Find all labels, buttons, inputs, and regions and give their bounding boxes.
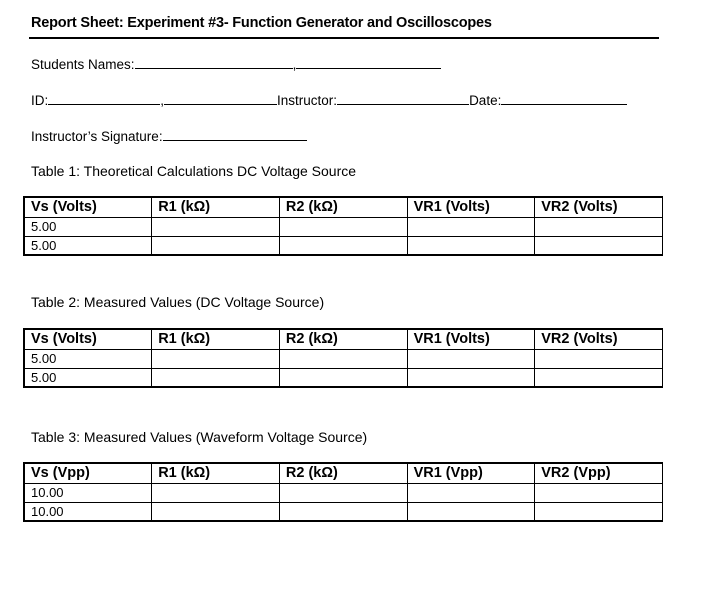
table-row [24,236,663,255]
cell-vr2[interactable] [535,502,663,521]
report-title: Report Sheet: Experiment #3- Function Generator and Oscilloscopes [31,15,492,31]
table-row [24,502,663,521]
cell-r1[interactable] [152,217,280,236]
student-name-1-blank[interactable] [135,55,293,69]
header-vr2: VR2 (Volts) [535,197,663,217]
cell-vr1[interactable] [407,236,535,255]
id-label: ID: [31,93,49,108]
header-r1: R1 (kΩ) [152,329,280,349]
students-names-row [31,55,441,72]
table-row [24,349,663,368]
id-separator: , [160,93,165,108]
cell-vr1[interactable] [407,502,535,521]
cell-vr1[interactable] [407,483,535,502]
header-vr2: VR2 (Vpp) [535,463,663,483]
cell-vr2[interactable] [535,217,663,236]
date-blank[interactable] [501,91,627,105]
header-r1: R1 (kΩ) [152,197,280,217]
cell-r1[interactable] [152,349,280,368]
students-separator: , [292,57,297,72]
cell-vr1[interactable] [407,349,535,368]
instructor-label: Instructor: [277,93,338,108]
cell-vr1[interactable] [407,368,535,387]
table-row [24,483,663,502]
id-1-blank[interactable] [48,91,160,105]
cell-vr2[interactable] [535,368,663,387]
id-instructor-date-row [31,91,627,108]
table-3 [23,462,663,522]
student-name-2-blank[interactable] [296,55,441,69]
table-2 [23,328,663,388]
cell-r1[interactable] [152,502,280,521]
cell-r1[interactable] [152,483,280,502]
cell-r2[interactable] [279,217,407,236]
cell-r1[interactable] [152,368,280,387]
table-1-header-row [24,197,663,217]
students-names-label: Students Names: [31,57,135,72]
cell-vs: 10.00 [24,502,152,521]
signature-row [31,127,307,144]
header-vr1: VR1 (Volts) [407,197,535,217]
cell-vs: 5.00 [24,217,152,236]
table-3-header-row [24,463,663,483]
instructor-blank[interactable] [337,91,469,105]
header-r1: R1 (kΩ) [152,463,280,483]
cell-vs: 5.00 [24,349,152,368]
date-label: Date: [469,93,502,108]
id-2-blank[interactable] [164,91,277,105]
table-1 [23,196,663,256]
cell-vs: 5.00 [24,368,152,387]
header-vs: Vs (Volts) [24,329,152,349]
header-vs: Vs (Volts) [24,197,152,217]
title-divider [29,37,659,39]
cell-vs: 5.00 [24,236,152,255]
cell-vr2[interactable] [535,483,663,502]
table-1-caption: Table 1: Theoretical Calculations DC Voltage Source [31,163,357,179]
table-row [24,368,663,387]
cell-vr2[interactable] [535,349,663,368]
header-vr2: VR2 (Volts) [535,329,663,349]
cell-vs: 10.00 [24,483,152,502]
cell-r1[interactable] [152,236,280,255]
header-r2: R2 (kΩ) [279,463,407,483]
cell-vr2[interactable] [535,236,663,255]
header-r2: R2 (kΩ) [279,329,407,349]
cell-r2[interactable] [279,349,407,368]
header-vr1: VR1 (Volts) [407,329,535,349]
signature-label: Instructor’s Signature: [31,129,163,144]
header-vs: Vs (Vpp) [24,463,152,483]
cell-vr1[interactable] [407,217,535,236]
cell-r2[interactable] [279,483,407,502]
cell-r2[interactable] [279,502,407,521]
cell-r2[interactable] [279,368,407,387]
table-2-caption: Table 2: Measured Values (DC Voltage Source) [31,294,325,310]
header-r2: R2 (kΩ) [279,197,407,217]
table-2-header-row [24,329,663,349]
header-vr1: VR1 (Vpp) [407,463,535,483]
table-row [24,217,663,236]
signature-blank[interactable] [163,127,307,141]
cell-r2[interactable] [279,236,407,255]
table-3-caption: Table 3: Measured Values (Waveform Voltage Source) [31,429,368,445]
